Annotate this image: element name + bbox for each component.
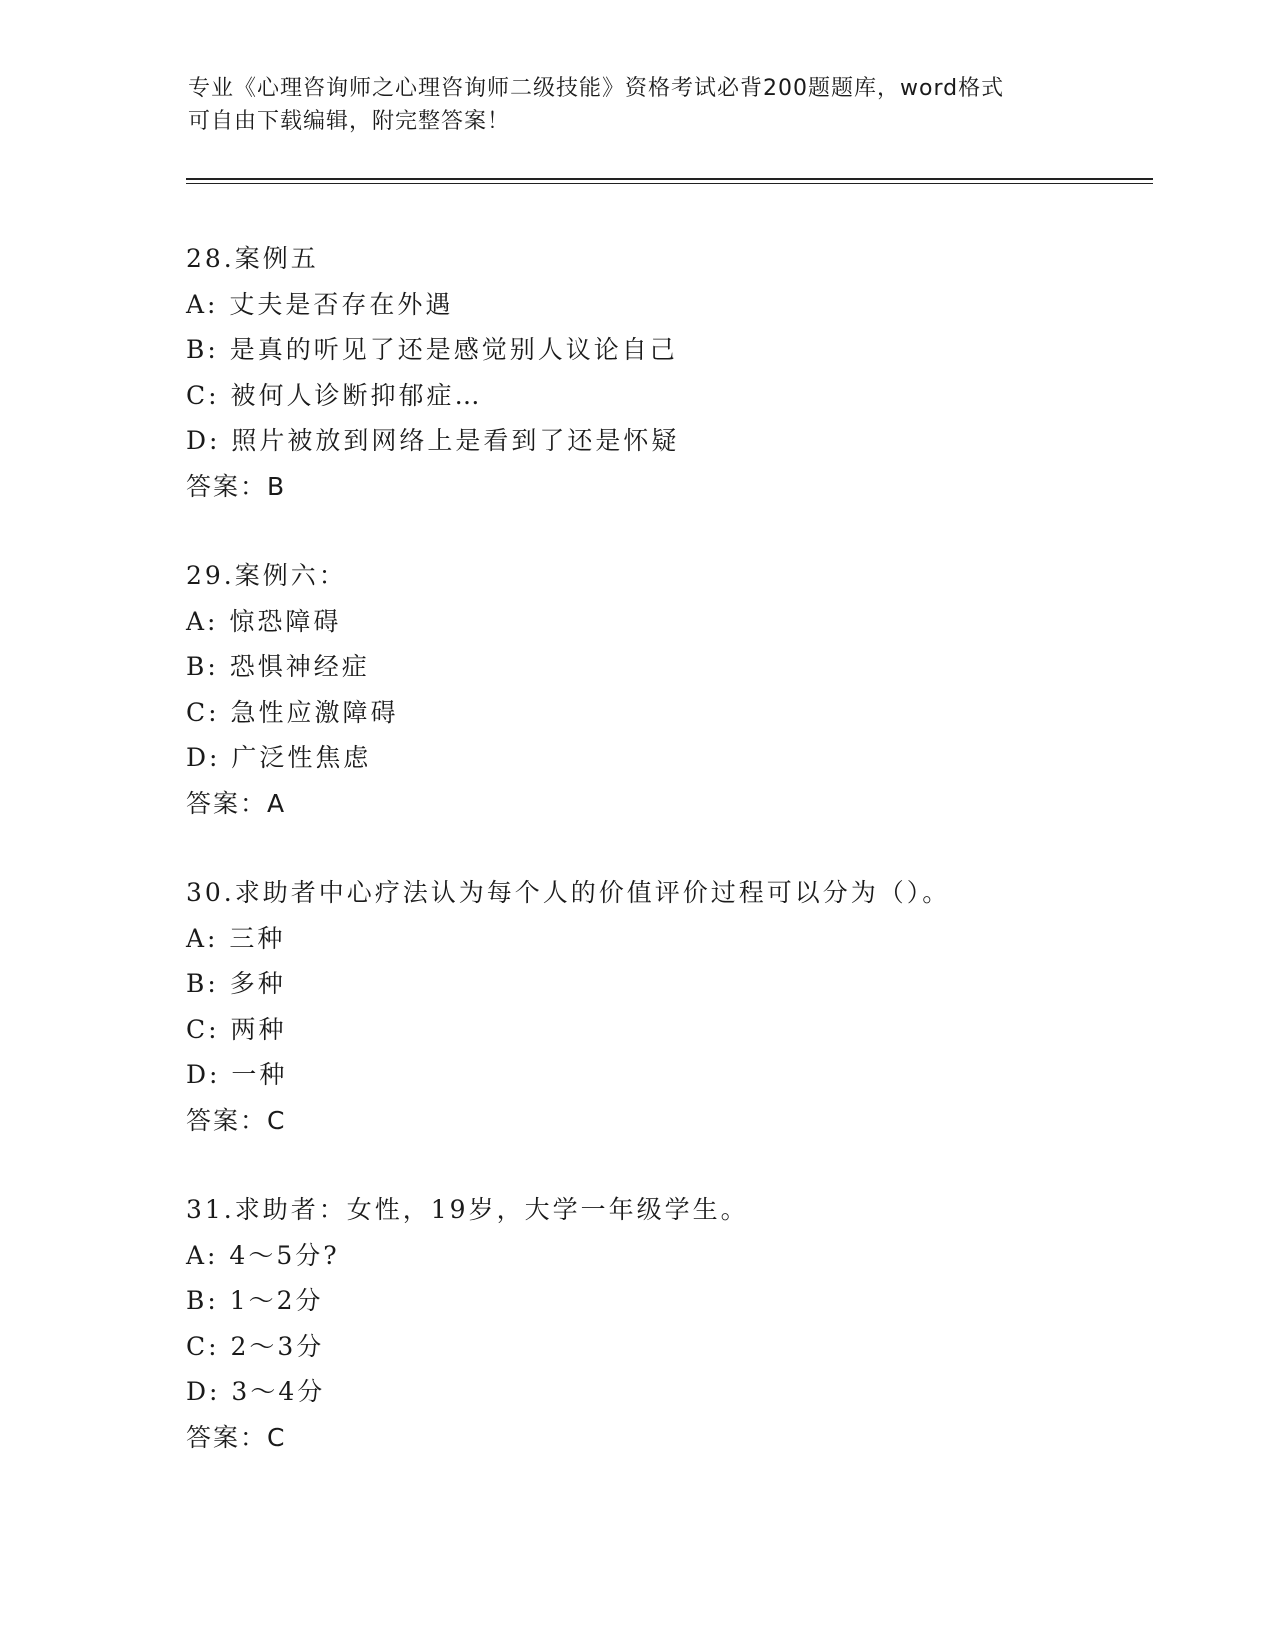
question-stem: 29.案例六： (186, 561, 347, 590)
question-29 (186, 553, 1186, 826)
answer-line: 答案：C (186, 1105, 287, 1135)
option-c: C: 被何人诊断抑郁症… (186, 380, 483, 410)
header-line-2: 可自由下载编辑，附完整答案！ (188, 109, 511, 134)
option-b: B: 多种 (186, 969, 286, 998)
answer-line: 答案：B (186, 471, 287, 501)
header-line-1: 专业《心理咨询师之心理咨询师二级技能》资格考试必背200题题库，word格式 (188, 76, 1005, 101)
answer-line: 答案：A (186, 788, 287, 818)
question-list (186, 236, 1186, 1504)
option-d: D: 照片被放到网络上是看到了还是怀疑 (186, 426, 680, 455)
question-30 (186, 870, 1186, 1143)
header-divider-thin (186, 183, 1153, 184)
option-c: C: 2～3分 (186, 1331, 325, 1361)
option-d: D: 一种 (186, 1060, 288, 1089)
question-31 (186, 1187, 1186, 1460)
option-b: B: 恐惧神经症 (186, 652, 370, 681)
question-28 (186, 236, 1186, 509)
answer-line: 答案：C (186, 1422, 287, 1452)
option-a: A: 丈夫是否存在外遇 (186, 289, 454, 319)
document-header (188, 72, 1088, 138)
option-a: A: 三种 (186, 923, 286, 953)
header-divider-thick (186, 178, 1153, 180)
option-a: A: 惊恐障碍 (186, 606, 342, 636)
option-d: D: 广泛性焦虑 (186, 743, 372, 772)
option-a: A: 4～5分? (186, 1240, 340, 1270)
option-c: C: 两种 (186, 1014, 287, 1044)
option-b: B: 是真的听见了还是感觉别人议论自己 (186, 335, 678, 364)
option-b: B: 1～2分 (186, 1286, 324, 1315)
question-stem: 28.案例五 (186, 244, 319, 273)
option-d: D: 3～4分 (186, 1377, 326, 1406)
option-c: C: 急性应激障碍 (186, 697, 399, 727)
question-stem: 30.求助者中心疗法认为每个人的价值评价过程可以分为（）。 (186, 878, 951, 907)
question-stem: 31.求助者：女性，19岁，大学一年级学生。 (186, 1195, 749, 1224)
